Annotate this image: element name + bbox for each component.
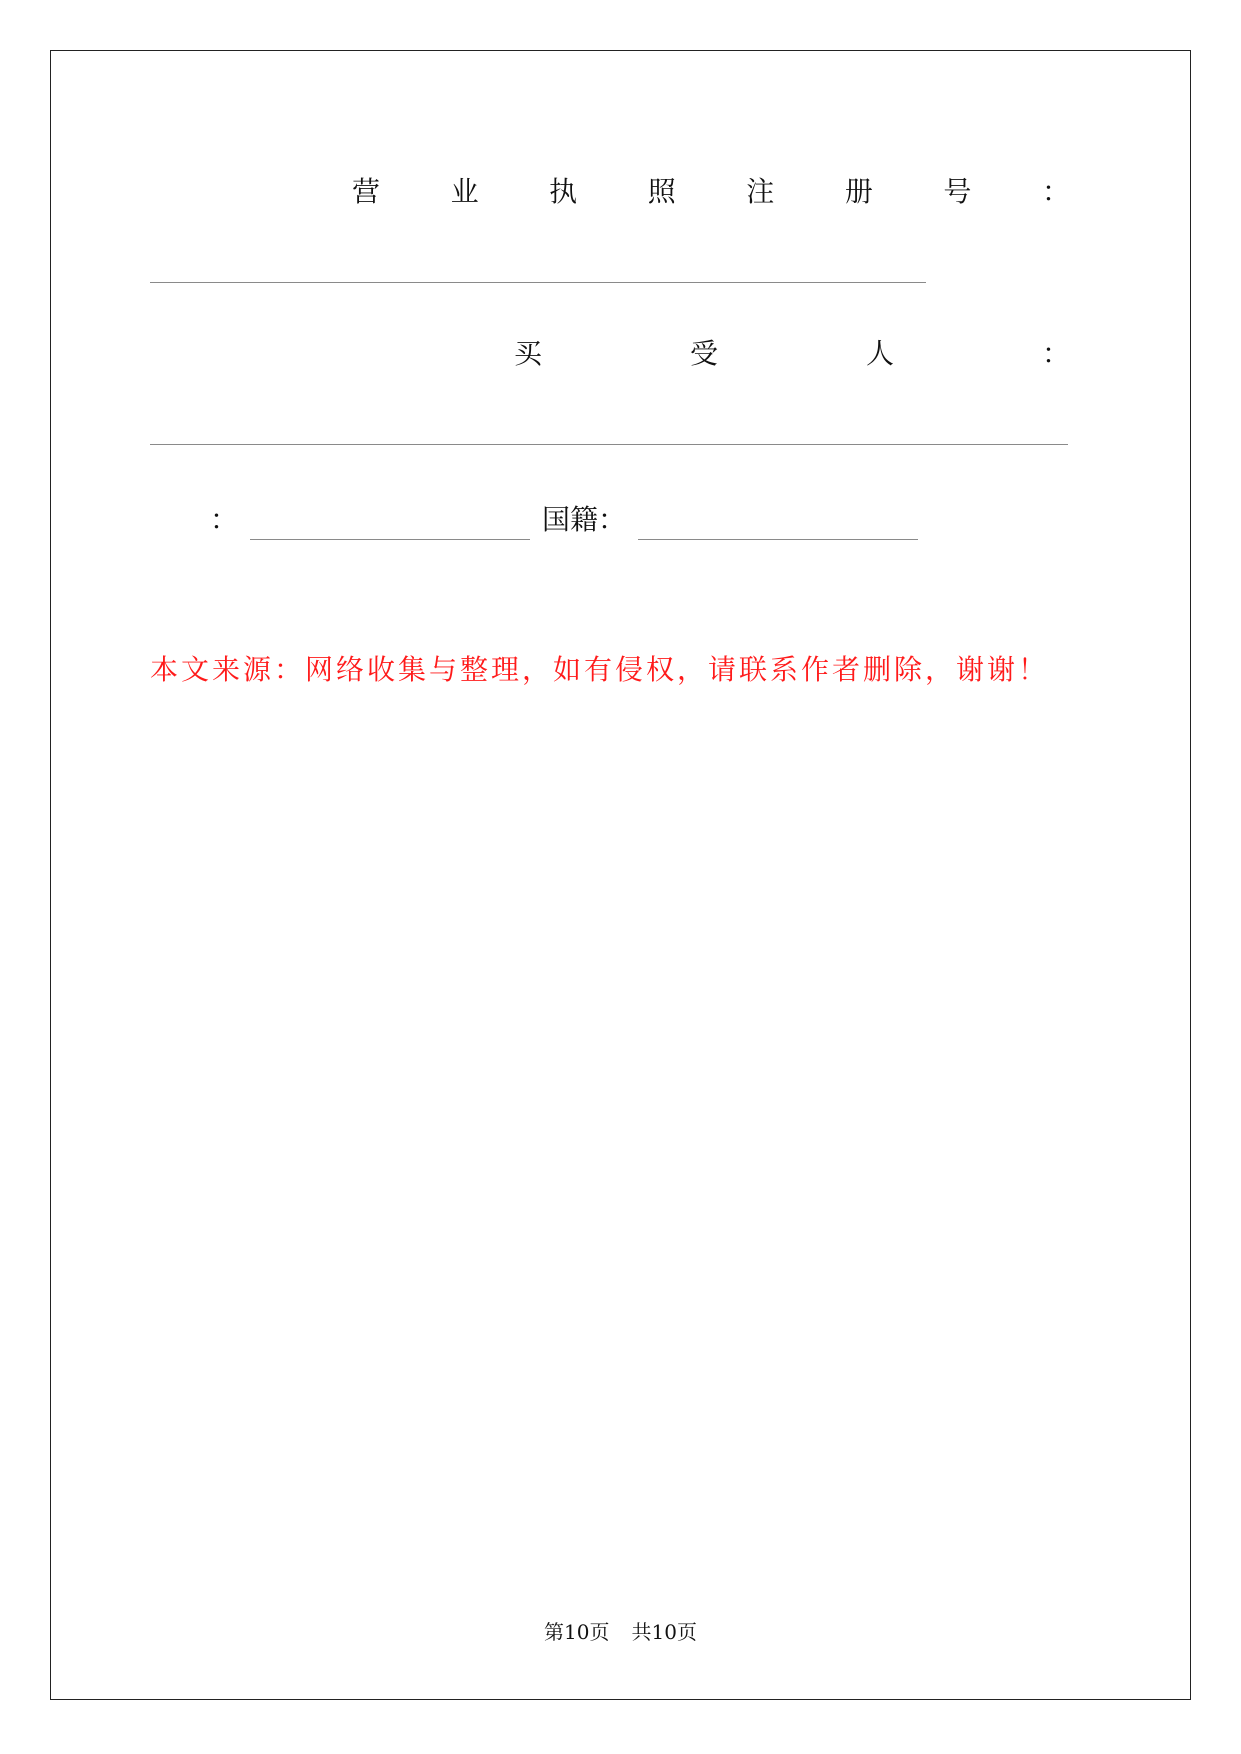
source-notice: 本文来源：网络收集与整理，如有侵权，请联系作者删除，谢谢！ [150,653,1050,686]
current-page-number: 第10页 [544,1620,610,1644]
nationality-row [210,500,930,540]
label-colon: ： [1041,175,1070,208]
page-footer [0,1618,1241,1646]
registration-number-label [352,172,1070,212]
label-char: 册 [844,175,873,208]
page-border [50,50,1191,1700]
label-char: 执 [549,175,578,208]
label-char: 业 [450,175,479,208]
leading-colon: ： [210,503,239,536]
transferee-blank[interactable] [150,444,1068,445]
total-pages: 共10页 [631,1620,697,1644]
transferee-label [514,334,1070,374]
nationality-label: 国籍： [542,503,627,536]
label-colon: ： [1041,337,1070,370]
leading-blank[interactable] [250,509,530,540]
label-char: 号 [943,175,972,208]
label-char: 照 [647,175,676,208]
label-char: 注 [746,175,775,208]
nationality-blank[interactable] [638,509,918,540]
registration-number-blank[interactable] [150,282,926,283]
label-char: 受 [689,337,718,370]
label-char: 人 [865,337,894,370]
label-char: 营 [352,175,381,208]
label-char: 买 [514,337,543,370]
